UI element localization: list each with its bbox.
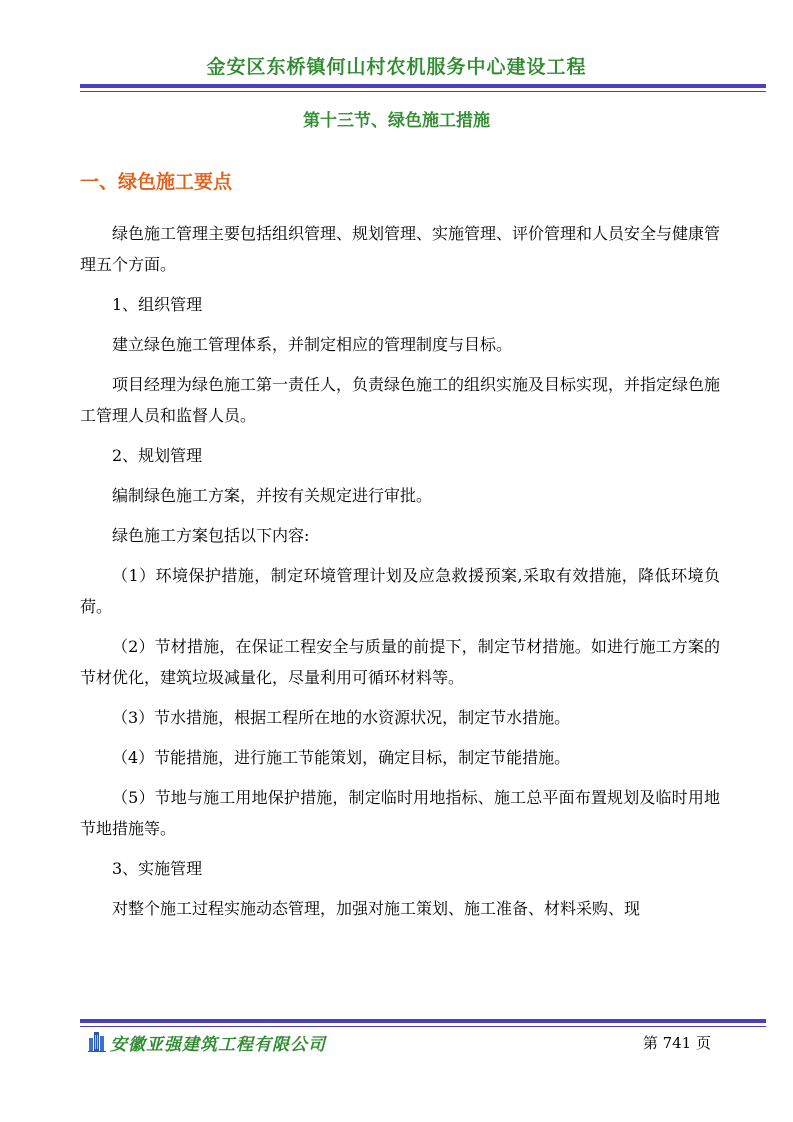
section-title: 第十三节、绿色施工措施 — [303, 111, 490, 131]
paragraph: 绿色施工管理主要包括组织管理、规划管理、实施管理、评价管理和人员安全与健康管理五个方面。 — [80, 224, 721, 274]
paragraph: （1）环境保护措施，制定环境管理计划及应急救援预案,采取有效措施，降低环境负荷。 — [80, 566, 720, 616]
paragraph: 1、组织管理 — [112, 295, 203, 314]
body-text — [80, 218, 720, 933]
footer-rule-thick — [80, 1019, 766, 1023]
footer-company: 安徽亚强建筑工程有限公司 — [110, 1035, 326, 1055]
paragraph: 建立绿色施工管理体系，并制定相应的管理制度与目标。 — [112, 335, 513, 354]
paragraph: 对整个施工过程实施动态管理，加强对施工策划、施工准备、材料采购、现 — [112, 899, 641, 918]
header-rule-thin — [80, 91, 766, 92]
paragraph: （3）节水措施，根据工程所在地的水资源状况，制定节水措施。 — [112, 708, 571, 727]
paragraph: 绿色施工方案包括以下内容: — [112, 526, 310, 545]
footer-rule-thin — [80, 1026, 766, 1027]
building-logo-icon — [88, 1030, 106, 1052]
paragraph: 项目经理为绿色施工第一责任人，负责绿色施工的组织实施及目标实现，并指定绿色施工管理人员和监督人员。 — [80, 375, 721, 425]
paragraph: 3、实施管理 — [112, 859, 203, 878]
paragraph: （5）节地与施工用地保护措施，制定临时用地指标、施工总平面布置规划及临时用地节地措施等。 — [80, 788, 720, 838]
paragraph: 2、规划管理 — [112, 446, 203, 465]
paragraph: （4）节能措施，进行施工节能策划，确定目标，制定节能措施。 — [112, 748, 571, 767]
header-rule-thick — [80, 84, 766, 88]
header-title: 金安区东桥镇何山村农机服务中心建设工程 — [206, 56, 587, 78]
paragraph: （2）节材措施，在保证工程安全与质量的前提下，制定节材措施。如进行施工方案的节材优化，建筑垃圾减量化，尽量利用可循环材料等。 — [80, 637, 720, 687]
heading-level-1: 一、绿色施工要点 — [80, 171, 233, 193]
page-number: 第 741 页 — [642, 1034, 711, 1052]
paragraph: 编制绿色施工方案，并按有关规定进行审批。 — [112, 486, 433, 505]
